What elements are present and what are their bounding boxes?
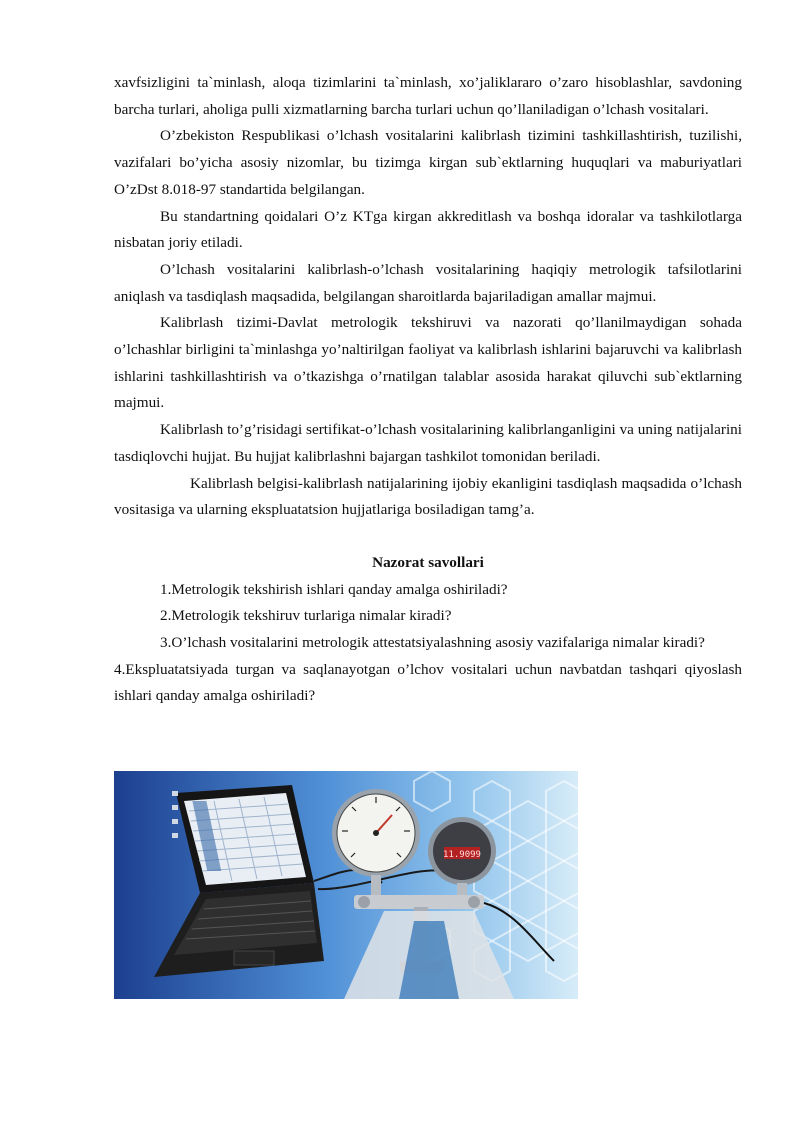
digital-display: 11.9099 xyxy=(443,850,481,860)
paragraph-4: O’lchash vositalarini kalibrlash-o’lchash vositalarining haqiqiy metrologik tafsilotlarini aniqlash va tasdiqlash maqsadida, belgilangan sharoitlarda bajariladigan amallar majmui. xyxy=(114,260,742,305)
calibration-equipment-photo xyxy=(114,771,578,999)
pressure-gauge xyxy=(332,789,420,897)
question-2: 2.Metrologik tekshiruv turlariga nimalar kiradi? xyxy=(160,607,452,625)
paragraph-6: Kalibrlash to’g’risidagi sertifikat-o’lchash vositalarining kalibrlanganligini va uning natijalarini tasdiqlovchi hujjat. Bu hujjat kalibrlashni bajargan tashkilot tomonidan beriladi. xyxy=(114,421,742,465)
question-4: 4.Ekspluatatsiyada turgan va saqlanayotgan o’lchov vositalari uchun navbatdan tashqari qiyoslash ishlari qanday amalga oshiriladi? xyxy=(114,660,742,705)
calibration-manifold xyxy=(344,895,554,999)
question-1: 1.Metrologik tekshirish ishlari qanday amalga oshiriladi? xyxy=(160,580,508,598)
paragraph-3: Bu standartning qoidalari O’z KTga kirgan akkreditlash va boshqa idoralar va tashkilotlarga nisbatan joriy etiladi. xyxy=(114,207,742,252)
paragraph-2: O’zbekiston Respublikasi o’lchash vositalarini kalibrlash tizimini tashkillashtirish, tuzilishi, vazifalari bo’yicha asosiy nizomlar, bu tizimga kirgan sub`ektlarning huquqlari va maburiyatlari O’zDst 8.018-97 standartida belgilangan. xyxy=(114,127,742,198)
document-page xyxy=(114,70,742,710)
paragraph-5: Kalibrlash tizimi-Davlat metrologik tekshiruvi va nazorati qo’llanilmaydigan sohada o’lchashlar birligini ta`minlashga yo’naltirilgan faoliyat va kalibrlash ishlarini bajaruvchi va kalibrlash ishlarini tashkillashtirish va o’tkazishga o’rnatilgan talablar asosida harakat qiluvchi sub`ektlarning majmui. xyxy=(114,314,742,412)
laptop xyxy=(154,785,324,977)
paragraph-7: Kalibrlash belgisi-kalibrlash natijalarining ijobiy ekanligini tasdiqlash maqsadida o’lchash vositasiga va ularning ekspluatatsion hujjatlariga bosiladigan tamg’a. xyxy=(114,474,742,519)
section-title: Nazorat savollari xyxy=(372,553,484,571)
digital-pressure-gauge xyxy=(428,817,496,901)
paragraph-1: xavfsizligini ta`minlash, aloqa tizimlarini ta`minlash, xo’jaliklararo o’zaro hisoblashlar, savdoning barcha turlari, aholiga pulli xizmatlarning barcha turlari uchun qo’llaniladigan o’lchash vositalari. xyxy=(114,74,742,118)
question-3: 3.O’lchash vositalarini metrologik attestatsiyalashning asosiy vazifalariga nimalar kiradi? xyxy=(160,634,705,652)
